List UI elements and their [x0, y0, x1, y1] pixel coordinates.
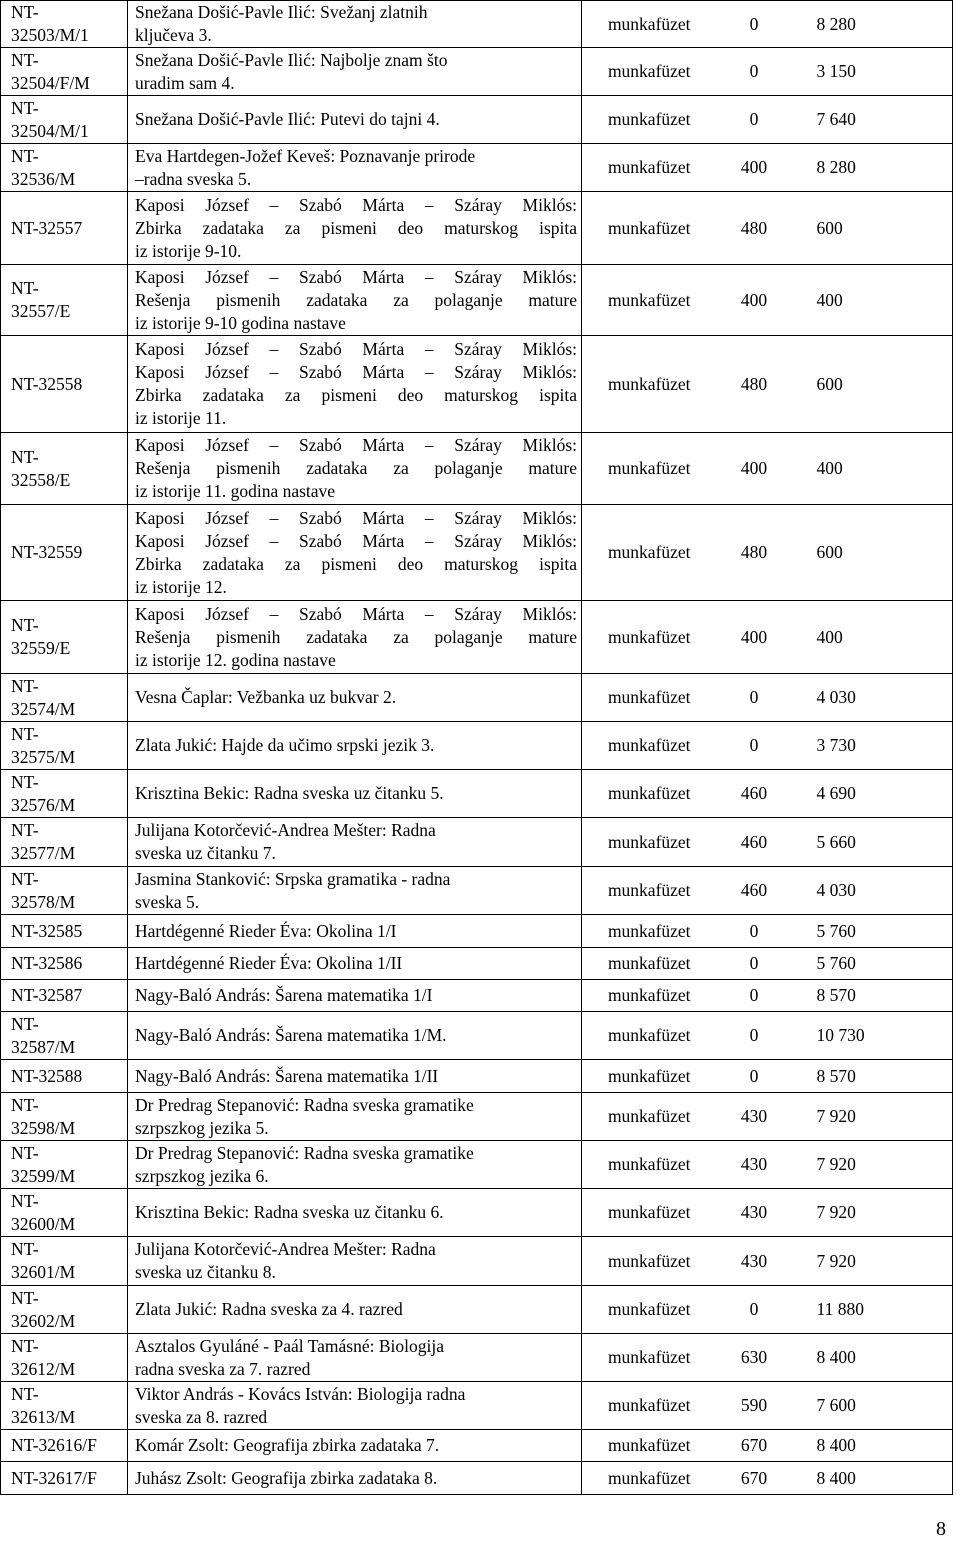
- product-code: [1, 867, 128, 915]
- product-title-line: iz istorije 9-10 godina nastave: [135, 312, 346, 333]
- product-code: [1, 1334, 128, 1382]
- product-code-line: NT-: [11, 675, 39, 696]
- product-title-line: Jasmina Stanković: Srpska gramatika - radna: [135, 868, 451, 889]
- product-code: [1, 48, 128, 96]
- product-title-line: Kaposi József – Szabó Márta – Száray Miklós:: [135, 435, 577, 455]
- product-title: [128, 674, 582, 722]
- product-price: 0: [717, 980, 792, 1012]
- product-type: munkafüzet: [582, 1, 717, 48]
- product-code-line: NT-32557: [11, 217, 83, 238]
- product-type: munkafüzet: [582, 192, 717, 265]
- product-title-line: Nagy-Baló András: Šarena matematika 1/II: [135, 1065, 439, 1086]
- product-code: [1, 948, 128, 980]
- product-full-price: 5 760: [792, 915, 953, 948]
- product-code: [1, 192, 128, 265]
- product-full-price: 600: [792, 336, 953, 433]
- product-code-line: NT-: [11, 278, 39, 298]
- table-row: [1, 1430, 953, 1462]
- product-title: [128, 1093, 582, 1141]
- product-code-line: NT-: [11, 868, 39, 889]
- product-code-line: NT-: [11, 771, 39, 792]
- product-title-line: Kaposi József – Szabó Márta – Száray Miklós:: [135, 530, 577, 551]
- product-price: 0: [717, 674, 792, 722]
- product-code-line: 32598/M: [11, 1117, 76, 1138]
- product-code-line: 32557/E: [11, 301, 71, 321]
- product-code: [1, 1141, 128, 1189]
- product-title-line: iz istorije 9-10.: [135, 240, 242, 261]
- product-type: munkafüzet: [582, 1060, 717, 1093]
- product-title: [128, 96, 582, 144]
- product-title: [128, 1286, 582, 1334]
- product-title: [128, 144, 582, 192]
- product-code-line: NT-: [11, 1142, 39, 1163]
- product-type: munkafüzet: [582, 867, 717, 915]
- table-row: [1, 1462, 953, 1495]
- product-title: [128, 1012, 582, 1060]
- table-row: [1, 818, 953, 867]
- product-code-line: NT-32587: [11, 985, 83, 1005]
- product-full-price: 400: [792, 265, 953, 336]
- product-code-line: NT-: [11, 1190, 39, 1211]
- product-title-line: Eva Hartdegen-Jožef Keveš: Poznavanje prirode: [135, 145, 476, 166]
- product-code-line: 32558/E: [11, 469, 71, 490]
- product-type: munkafüzet: [582, 915, 717, 948]
- product-code-line: 32576/M: [11, 794, 76, 815]
- product-price: 430: [717, 1237, 792, 1286]
- product-full-price: 3 150: [792, 48, 953, 96]
- product-title-line: ključeva 3.: [135, 25, 212, 45]
- product-title-line: Krisztina Bekic: Radna sveska uz čitanku 6.: [135, 1202, 444, 1222]
- product-price: 400: [717, 144, 792, 192]
- product-code-line: NT-32586: [11, 953, 83, 973]
- product-title-line: Krisztina Bekic: Radna sveska uz čitanku 5.: [135, 783, 444, 803]
- product-title-line: Zbirka zadataka za pismeni deo maturskog ispita: [135, 217, 577, 238]
- product-code-line: 32574/M: [11, 698, 76, 719]
- product-type: munkafüzet: [582, 1012, 717, 1060]
- product-title-line: Dr Predrag Stepanović: Radna sveska gramatike: [135, 1094, 474, 1115]
- product-title-line: Hartdégenné Rieder Éva: Okolina 1/II: [135, 953, 403, 973]
- product-code-line: NT-: [11, 1335, 39, 1356]
- product-title: [128, 1237, 582, 1286]
- product-price: 480: [717, 336, 792, 433]
- product-code-line: NT-: [11, 1239, 39, 1259]
- product-price: 0: [717, 48, 792, 96]
- product-title-line: radna sveska za 7. razred: [135, 1358, 311, 1379]
- product-title-line: Julijana Kotorčević-Andrea Mešter: Radna: [135, 1239, 436, 1259]
- product-title: [128, 265, 582, 336]
- product-full-price: 5 660: [792, 818, 953, 867]
- product-code-line: 32536/M: [11, 168, 76, 189]
- product-title: [128, 915, 582, 948]
- product-price: 0: [717, 1012, 792, 1060]
- product-price: 460: [717, 770, 792, 818]
- product-full-price: 4 690: [792, 770, 953, 818]
- table-row: [1, 1012, 953, 1060]
- product-title: [128, 1462, 582, 1495]
- product-title-line: Viktor András - Kovács István: Biologija radna: [135, 1383, 466, 1404]
- product-full-price: 8 400: [792, 1462, 953, 1495]
- product-type: munkafüzet: [582, 1430, 717, 1462]
- product-price: 430: [717, 1189, 792, 1237]
- product-type: munkafüzet: [582, 601, 717, 674]
- product-title: [128, 948, 582, 980]
- product-price: 0: [717, 915, 792, 948]
- product-title: [128, 505, 582, 601]
- product-code-line: NT-: [11, 2, 39, 22]
- table-row: [1, 265, 953, 336]
- product-type: munkafüzet: [582, 1141, 717, 1189]
- product-code-line: 32559/E: [11, 638, 71, 658]
- product-title: [128, 1382, 582, 1430]
- product-title: [128, 433, 582, 505]
- product-title-line: sveska za 8. razred: [135, 1406, 268, 1427]
- product-code: [1, 336, 128, 433]
- table-row: [1, 915, 953, 948]
- table-row: [1, 433, 953, 505]
- product-title-line: sveska 5.: [135, 891, 200, 912]
- table-row: [1, 722, 953, 770]
- product-title-line: Zbirka zadataka za pismeni deo maturskog ispita: [135, 385, 577, 405]
- table-row: [1, 336, 953, 433]
- product-code: [1, 980, 128, 1012]
- product-title-line: sveska uz čitanku 8.: [135, 1262, 276, 1282]
- product-title-line: Zlata Jukić: Hajde da učimo srpski jezik 3.: [135, 735, 435, 755]
- product-full-price: 8 400: [792, 1334, 953, 1382]
- product-code-line: 32578/M: [11, 891, 76, 912]
- product-code-line: NT-: [11, 1094, 39, 1115]
- product-full-price: 400: [792, 433, 953, 505]
- product-type: munkafüzet: [582, 1286, 717, 1334]
- product-code-line: NT-: [11, 723, 39, 744]
- product-type: munkafüzet: [582, 433, 717, 505]
- product-full-price: 7 920: [792, 1141, 953, 1189]
- product-code: [1, 722, 128, 770]
- product-code-line: 32575/M: [11, 746, 76, 767]
- product-title: [128, 1334, 582, 1382]
- table-row: [1, 1334, 953, 1382]
- product-title: [128, 1, 582, 48]
- product-full-price: 3 730: [792, 722, 953, 770]
- product-code-line: 32587/M: [11, 1036, 76, 1057]
- product-type: munkafüzet: [582, 980, 717, 1012]
- product-price: 0: [717, 722, 792, 770]
- product-price: 670: [717, 1430, 792, 1462]
- product-code-line: 32602/M: [11, 1310, 76, 1331]
- product-title-line: Nagy-Baló András: Šarena matematika 1/I: [135, 985, 433, 1005]
- product-code: [1, 1093, 128, 1141]
- product-code-line: 32599/M: [11, 1165, 76, 1186]
- product-title: [128, 980, 582, 1012]
- product-title: [128, 48, 582, 96]
- table-body: [1, 1, 953, 1495]
- product-code-line: NT-32588: [11, 1065, 83, 1086]
- product-code-line: 32600/M: [11, 1213, 76, 1234]
- table-row: [1, 48, 953, 96]
- product-code-line: NT-: [11, 49, 39, 70]
- product-code: [1, 770, 128, 818]
- product-price: 0: [717, 948, 792, 980]
- table-row: [1, 96, 953, 144]
- product-title: [128, 1430, 582, 1462]
- product-code: [1, 505, 128, 601]
- product-code: [1, 1189, 128, 1237]
- product-code-line: NT-32616/F: [11, 1435, 97, 1455]
- product-code: [1, 1430, 128, 1462]
- table-row: [1, 1, 953, 48]
- product-code-line: NT-32558: [11, 373, 83, 394]
- product-title: [128, 770, 582, 818]
- product-code-line: NT-32585: [11, 920, 83, 941]
- product-full-price: 7 640: [792, 96, 953, 144]
- product-price: 480: [717, 192, 792, 265]
- product-code-line: NT-: [11, 1287, 39, 1308]
- product-full-price: 7 920: [792, 1189, 953, 1237]
- product-full-price: 4 030: [792, 867, 953, 915]
- product-title: [128, 601, 582, 674]
- product-title-line: iz istorije 11. godina nastave: [135, 481, 336, 501]
- product-type: munkafüzet: [582, 770, 717, 818]
- product-full-price: 600: [792, 192, 953, 265]
- product-title-line: Dr Predrag Stepanović: Radna sveska gramatike: [135, 1142, 474, 1163]
- product-code-line: NT-: [11, 615, 39, 635]
- product-type: munkafüzet: [582, 265, 717, 336]
- product-type: munkafüzet: [582, 505, 717, 601]
- product-type: munkafüzet: [582, 1382, 717, 1430]
- product-type: munkafüzet: [582, 818, 717, 867]
- product-type: munkafüzet: [582, 1189, 717, 1237]
- product-full-price: 11 880: [792, 1286, 953, 1334]
- product-type: munkafüzet: [582, 1237, 717, 1286]
- product-code: [1, 601, 128, 674]
- product-price: 590: [717, 1382, 792, 1430]
- product-title-line: Rešenja pismenih zadataka za polaganje mature: [135, 458, 577, 478]
- product-code: [1, 96, 128, 144]
- product-title-line: Kaposi József – Szabó Márta – Száray Miklós:: [135, 266, 577, 287]
- product-price: 400: [717, 433, 792, 505]
- product-code-line: NT-: [11, 1013, 39, 1034]
- product-code: [1, 818, 128, 867]
- product-code-line: 32504/M/1: [11, 120, 89, 141]
- product-price: 0: [717, 96, 792, 144]
- product-full-price: 600: [792, 505, 953, 601]
- product-title-line: Hartdégenné Rieder Éva: Okolina 1/I: [135, 920, 397, 941]
- product-type: munkafüzet: [582, 96, 717, 144]
- product-title-line: Zbirka zadataka za pismeni deo maturskog ispita: [135, 553, 577, 574]
- product-code: [1, 1382, 128, 1430]
- product-title: [128, 336, 582, 433]
- product-title: [128, 818, 582, 867]
- product-code-line: NT-: [11, 145, 39, 166]
- table-row: [1, 867, 953, 915]
- product-type: munkafüzet: [582, 144, 717, 192]
- product-title-line: Kaposi József – Szabó Márta – Száray Miklós:: [135, 507, 577, 528]
- product-title-line: Komár Zsolt: Geografija zbirka zadataka 7.: [135, 1435, 440, 1455]
- product-full-price: 8 280: [792, 1, 953, 48]
- product-price: 630: [717, 1334, 792, 1382]
- product-code: [1, 1462, 128, 1495]
- table-row: [1, 770, 953, 818]
- product-title-line: Snežana Došić-Pavle Ilić: Svežanj zlatnih: [135, 2, 428, 22]
- product-type: munkafüzet: [582, 948, 717, 980]
- product-code: [1, 265, 128, 336]
- product-title-line: Snežana Došić-Pavle Ilić: Najbolje znam što: [135, 49, 448, 70]
- product-title: [128, 1141, 582, 1189]
- product-title-line: Vesna Čaplar: Vežbanka uz bukvar 2.: [135, 687, 397, 707]
- product-full-price: 4 030: [792, 674, 953, 722]
- table-row: [1, 601, 953, 674]
- product-code-line: 32504/F/M: [11, 72, 90, 93]
- product-title: [128, 1060, 582, 1093]
- product-type: munkafüzet: [582, 1093, 717, 1141]
- product-type: munkafüzet: [582, 722, 717, 770]
- product-full-price: 8 400: [792, 1430, 953, 1462]
- product-title-line: iz istorije 11.: [135, 408, 227, 428]
- product-price: 400: [717, 601, 792, 674]
- product-title-line: Asztalos Gyuláné - Paál Tamásné: Biologija: [135, 1335, 445, 1356]
- product-title-line: Kaposi József – Szabó Márta – Száray Miklós:: [135, 603, 577, 624]
- table-row: [1, 1237, 953, 1286]
- product-title-line: iz istorije 12.: [135, 576, 227, 597]
- product-code-line: NT-: [11, 446, 39, 467]
- product-code: [1, 1, 128, 48]
- product-full-price: 7 920: [792, 1093, 953, 1141]
- product-code: [1, 1237, 128, 1286]
- product-type: munkafüzet: [582, 674, 717, 722]
- product-full-price: 8 570: [792, 1060, 953, 1093]
- product-price: 400: [717, 265, 792, 336]
- product-full-price: 8 570: [792, 980, 953, 1012]
- product-title-line: Snežana Došić-Pavle Ilić: Putevi do tajni 4.: [135, 109, 440, 129]
- table-row: [1, 144, 953, 192]
- page-number: 8: [936, 1518, 946, 1540]
- product-full-price: 7 600: [792, 1382, 953, 1430]
- table-row: [1, 1189, 953, 1237]
- product-title-line: uradim sam 4.: [135, 72, 235, 93]
- product-price: 430: [717, 1141, 792, 1189]
- product-code: [1, 1286, 128, 1334]
- product-code: [1, 674, 128, 722]
- product-title-line: –radna sveska 5.: [135, 168, 252, 189]
- table-row: [1, 1060, 953, 1093]
- product-full-price: 400: [792, 601, 953, 674]
- product-price: 460: [717, 818, 792, 867]
- product-code-line: NT-: [11, 1383, 39, 1404]
- product-code: [1, 1060, 128, 1093]
- product-price: 670: [717, 1462, 792, 1495]
- table-row: [1, 1141, 953, 1189]
- table-row: [1, 980, 953, 1012]
- product-title-line: Nagy-Baló András: Šarena matematika 1/M.: [135, 1025, 447, 1045]
- product-code: [1, 1012, 128, 1060]
- product-full-price: 5 760: [792, 948, 953, 980]
- product-code-line: 32601/M: [11, 1262, 76, 1282]
- product-code-line: 32503/M/1: [11, 25, 89, 45]
- product-code-line: NT-: [11, 97, 39, 118]
- table-row: [1, 1382, 953, 1430]
- product-title: [128, 867, 582, 915]
- product-type: munkafüzet: [582, 1462, 717, 1495]
- product-title: [128, 192, 582, 265]
- product-full-price: 8 280: [792, 144, 953, 192]
- product-code-line: 32613/M: [11, 1406, 76, 1427]
- product-code-line: 32577/M: [11, 843, 76, 863]
- product-full-price: 10 730: [792, 1012, 953, 1060]
- product-title-line: iz istorije 12. godina nastave: [135, 649, 336, 670]
- product-type: munkafüzet: [582, 1334, 717, 1382]
- product-price: 480: [717, 505, 792, 601]
- product-price: 0: [717, 1286, 792, 1334]
- product-title-line: Julijana Kotorčević-Andrea Mešter: Radna: [135, 820, 436, 840]
- product-code-line: NT-32617/F: [11, 1467, 97, 1488]
- product-title-line: Rešenja pismenih zadataka za polaganje mature: [135, 289, 577, 310]
- product-title-line: szrpszkog jezika 6.: [135, 1165, 269, 1186]
- table-row: [1, 505, 953, 601]
- product-title-line: szrpszkog jezika 5.: [135, 1117, 269, 1138]
- product-code-line: NT-: [11, 820, 39, 840]
- table-row: [1, 1286, 953, 1334]
- product-full-price: 7 920: [792, 1237, 953, 1286]
- product-title-line: Rešenja pismenih zadataka za polaganje mature: [135, 626, 577, 647]
- product-code: [1, 144, 128, 192]
- table-row: [1, 192, 953, 265]
- table-row: [1, 674, 953, 722]
- table-row: [1, 1093, 953, 1141]
- product-type: munkafüzet: [582, 336, 717, 433]
- table-row: [1, 948, 953, 980]
- product-price: 460: [717, 867, 792, 915]
- product-title-line: Kaposi József – Szabó Márta – Száray Miklós:: [135, 362, 577, 382]
- product-price: 0: [717, 1, 792, 48]
- product-code-line: 32612/M: [11, 1358, 76, 1379]
- product-type: munkafüzet: [582, 48, 717, 96]
- product-price: 0: [717, 1060, 792, 1093]
- product-title-line: Juhász Zsolt: Geografija zbirka zadataka 8.: [135, 1467, 438, 1488]
- product-title: [128, 1189, 582, 1237]
- product-title-line: Kaposi József – Szabó Márta – Száray Miklós:: [135, 339, 577, 359]
- product-code: [1, 915, 128, 948]
- product-title-line: Zlata Jukić: Radna sveska za 4. razred: [135, 1299, 403, 1319]
- product-code: [1, 433, 128, 505]
- product-price: 430: [717, 1093, 792, 1141]
- product-title-line: sveska uz čitanku 7.: [135, 843, 276, 863]
- product-title-line: Kaposi József – Szabó Márta – Száray Miklós:: [135, 194, 577, 215]
- product-code-line: NT-32559: [11, 542, 83, 562]
- product-title: [128, 722, 582, 770]
